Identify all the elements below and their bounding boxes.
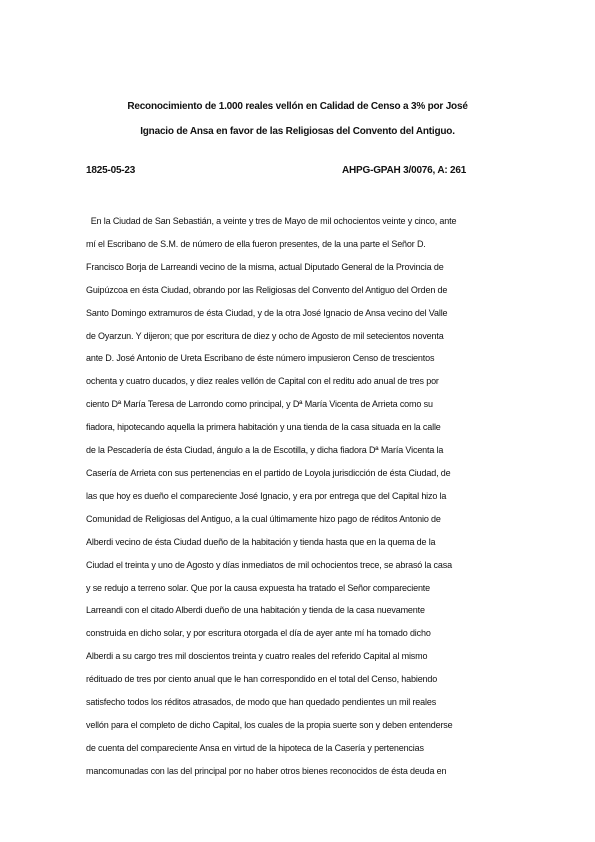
- body-line: En la Ciudad de San Sebastián, a veinte y tres de Mayo de mil ochocientos veinte y cinco, ante: [86, 216, 457, 226]
- body-line: Comunidad de Religiosas del Antiguo, a la cual últimamente hizo pago de réditos Antonio de: [86, 513, 441, 524]
- body-line: Francisco Borja de Larreandi vecino de la misma, actual Diputado General de la Provincia de: [86, 261, 444, 272]
- body-line: ochenta y cuatro ducados, y diez reales vellón de Capital con el reditu ado anual de tres por: [86, 376, 439, 387]
- body-line: rédituado de tres por ciento anual que le han correspondido en el total del Censo, habiendo: [86, 674, 438, 685]
- archive-reference: AHPG-GPAH 3/0076, A: 261: [342, 165, 467, 176]
- body-line: mí el Escribano de S.M. de número de ella fueron presentes, de la una parte el Señor D.: [86, 238, 426, 249]
- body-line: construida en dicho solar, y por escritura otorgada el día de ayer ante mí ha tomado dicho: [86, 628, 431, 639]
- document-title: [60, 94, 535, 144]
- body-line: de la Pescadería de ésta Ciudad, ángulo a la de Escotilla, y dicha fiadora Dª María Vicenta la: [86, 445, 444, 456]
- body-line: vellón para el completo de dicho Capital, los cuales de la propia suerte son y deben entenderse: [86, 719, 453, 730]
- title-line-2: Ignacio de Ansa en favor de las Religiosas del Convento del Antiguo.: [140, 126, 455, 137]
- body-line: Ciudad el treinta y uno de Agosto y días inmediatos de mil ochocientos trece, se abrasó la casa: [86, 559, 452, 570]
- body-line: de Oyarzun. Y dijeron; que por escritura de diez y ocho de Agosto de mil setecientos noventa: [86, 330, 444, 341]
- body-line: satisfecho todos los réditos atrasados, de modo que han quedado pendientes un mil reales: [86, 697, 437, 708]
- body-line: Larreandi con el citado Alberdi dueño de una habitación y tienda de la casa nuevamente: [86, 605, 425, 616]
- body-line: ciento Dª María Teresa de Larrondo como principal, y Dª María Vicenta de Arrieta como su: [86, 399, 433, 410]
- body-line: Guipúzcoa en ésta Ciudad, obrando por las Religiosas del Convento del Antiguo del Orden de: [86, 284, 448, 295]
- body-line: Alberdi vecino de ésta Ciudad dueño de la habitación y tienda hasta que en la quema de la: [86, 536, 436, 547]
- body-line: las que hoy es dueño el compareciente José Ignacio, y era por entrega que del Capital hizo la: [86, 490, 447, 501]
- body-line: mancomunadas con las del principal por no haber otros bienes reconocidos de ésta deuda en: [86, 765, 447, 776]
- body-line: Alberdi a su cargo tres mil doscientos treinta y cuatro reales del referido Capital al mismo: [86, 651, 428, 662]
- body-line: fiadora, hipotecando aquella la primera habitación y una tienda de la casa situada en la calle: [86, 422, 441, 433]
- body-line: Santo Domingo extramuros de ésta Ciudad, y de la otra José Ignacio de Ansa vecino del Valle: [86, 307, 448, 318]
- document-date: 1825-05-23: [86, 165, 136, 176]
- body-line: Casería de Arrieta con sus pertenencias en el partido de Loyola jurisdicción de ésta Ciudad, de: [86, 467, 451, 478]
- document-body: [86, 210, 516, 783]
- body-line: ante D. José Antonio de Ureta Escribano de éste número impusieron Censo de trescientos: [86, 353, 435, 364]
- title-line-1: Reconocimiento de 1.000 reales vellón en Calidad de Censo a 3% por José: [127, 101, 468, 112]
- body-line: de cuenta del compareciente Ansa en virtud de la hipoteca de la Casería y pertenencias: [86, 742, 424, 753]
- body-line: y se redujo a terreno solar. Que por la causa expuesta ha tratado el Señor compareciente: [86, 582, 431, 593]
